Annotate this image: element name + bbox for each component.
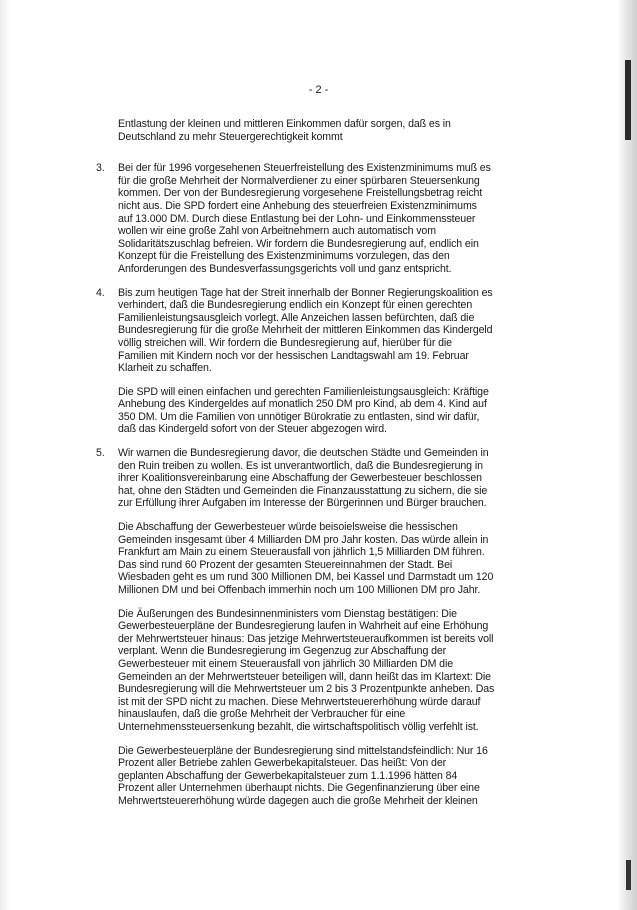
item-text: Wir warnen die Bundesregierung davor, die deutschen Städte und Gemeinden in den Ruin treiben zu wollen. Es ist unverantwortlich, daß die Bundesregierung in ihrer Koalitionsvereinbarung eine Abschaffung der Gewerbesteuer beschlossen hat, ohne den Städten und Gemeinden die Finanzausstattung zu sichern, die sie zur Erfüllung ihrer Aufgaben im Interesse der Bürgerinnen und Bürger brauchen. [118,447,489,510]
list-item-4-continuation [96,386,506,436]
list-item-5-paragraph-4 [96,745,506,808]
list-item-5 [96,447,506,510]
item-text: Die SPD will einen einfachen und gerechten Familienleistungsausgleich: Kräftige Anhebung des Kindergeldes auf monatlich 250 DM pro Kind, ab dem 4. Kind auf 350 DM. Um die Familien von unnötiger Bürokratie zu entlasten, sind wir dafür, daß das Kindergeld sofort von der Steuer abgezogen wird. [118,385,489,436]
scan-binding-mark [625,60,631,140]
item-text: Die Äußerungen des Bundesinnenministers vom Dienstag bestätigen: Die Gewerbesteuerpläne der Bundesregierung laufen in Wahrheit auf eine Erhöhung der Mehrwertsteuer hinaus: Das jetzige Mehrwertsteueraufkommen ist bereits voll verplant. Wenn die Bundesregierung im Gegenzug zur Abschaffung der Gewerbesteuer mit einem Steuerausfall von jährlich 30 Milliarden DM die Gemeinden an der Mehrwertsteuer beteiligen will, dann heißt das im Klartext: Die Bundesregierung will die Mehrwertsteuer um 2 bis 3 Prozentpunkte anheben. Das ist mit der SPD nicht zu machen. Diese Mehrwertsteuererhöhung würde darauf hinauslaufen, daß die große Mehrheit der Verbraucher für eine Unternehmenssteuersenkung bezahlt, die wirtschaftspolitisch völlig verfehlt ist. [118,607,495,733]
scan-binding-mark-bottom [626,860,631,890]
scan-left-edge [0,0,10,910]
intro-paragraph: Entlastung der kleinen und mittleren Einkommen dafür sorgen, daß es in Deutschland zu mehr Steuergerechtigkeit kommt [118,118,451,143]
page-number: - 2 - [308,84,329,96]
item-text: Die Gewerbesteuerpläne der Bundesregierung sind mittelstandsfeindlich: Nur 16 Prozent aller Betriebe zahlen Gewerbekapitalsteuer. Das heißt: Von der geplanten Abschaffung der Gewerbekapitalsteuer zum 1.1.1996 hätten 84 Prozent aller Unternehmen überhaupt nichts. Die Gegenfinanzierung über eine Mehrwertsteuererhöhung würde dagegen auch die große Mehrheit der kleinen [118,744,488,807]
item-text: Bei der für 1996 vorgesehenen Steuerfreistellung des Existenzminimums muß es für die große Mehrheit der Normalverdiener zu einer spürbaren Steuersenkung kommen. Der von der Bundesregierung vorgesehene Freistellungsbetrag reicht nicht aus. Die SPD fordert eine Anhebung des steuerfreien Existenzminimums auf 13.000 DM. Durch diese Entlastung bei der Lohn- und Einkommenssteuer wollen wir eine große Zahl von Arbeitnehmern auch automatisch vom Solidaritätszuschlag befreien. Wir fordern die Bundesregierung auf, endlich ein Konzept für die Freistellung des Existenzminimums vorzulegen, das den Anforderungen des Bundesverfassungsgerichts voll und ganz entspricht. [118,162,491,275]
item-text: Die Abschaffung der Gewerbesteuer würde beisoielsweise die hessischen Gemeinden insgesamt über 4 Milliarden DM pro Jahr kosten. Das würde allein in Frankfurt am Main zu einem Steuerausfall von jährlich 1,5 Milliarden DM führen. Das sind rund 60 Prozent der gesamten Steuereinnahmen der Stadt. Bei Wiesbaden geht es um rund 300 Millionen DM, bei Kassel und Darmstadt um 120 Millionen DM und bei Offenbach immerhin noch um 100 Millionen DM pro Jahr. [118,521,494,596]
document-body [96,118,506,819]
item-number: 3. [96,162,105,175]
item-number: 5. [96,447,105,460]
item-text: Bis zum heutigen Tage hat der Streit innerhalb der Bonner Regierungskoalition es verhindert, daß die Bundesregierung endlich ein Konzept für einen gerechten Familienleistungsausgleich vorlegt. Alle Anzeichen lassen befürchten, daß die Bundesregierung für die große Mehrheit der mittleren Einkommen das Kindergeld völlig streichen will. Wir fordern die Bundesregierung auf, hierüber für die Familien mit Kindern noch vor der hessischen Landtagswahl am 19. Februar Klarheit zu schaffen. [118,286,493,375]
list-item-5-paragraph-2 [96,521,506,597]
list-item-5-paragraph-3 [96,608,506,734]
list-item-3 [96,162,506,275]
list-item-4 [96,287,506,375]
item-number: 4. [96,286,105,299]
